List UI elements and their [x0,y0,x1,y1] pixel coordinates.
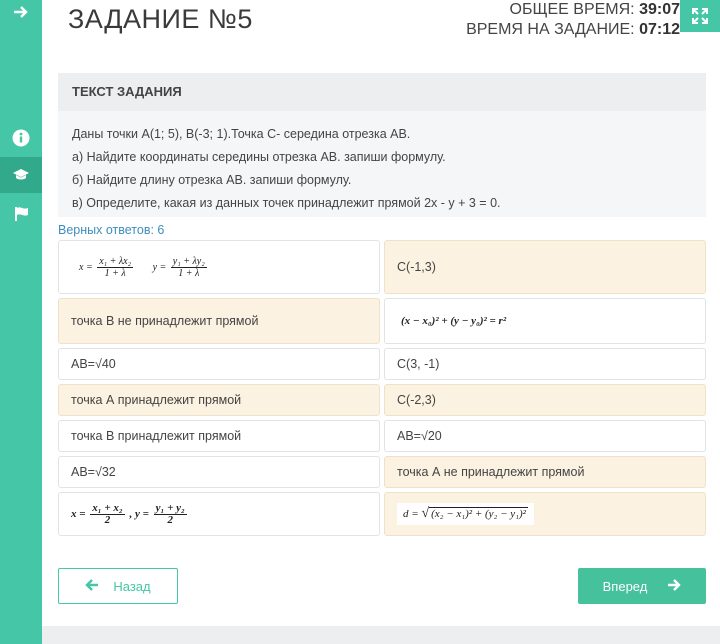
flag-icon[interactable] [0,196,42,232]
answer-option[interactable]: С(3, -1) [384,348,706,380]
task-line: Даны точки А(1; 5), В(-3; 1).Точка С- середина отрезка АВ. [72,127,411,141]
total-time: ОБЩЕЕ ВРЕМЯ: 39:07 [509,1,680,18]
back-label: Назад [113,578,151,594]
answer-option[interactable]: точка В не принадлежит прямой [58,298,380,344]
task-heading: ТЕКСТ ЗАДАНИЯ [58,73,706,111]
answer-option[interactable]: АВ=√32 [58,456,380,488]
answer-formula-circle[interactable] [384,298,706,344]
next-label: Вперед [602,578,648,594]
expand-button[interactable] [680,0,720,32]
arrow-right-icon [667,578,681,595]
answer-option[interactable]: АВ=√40 [58,348,380,380]
task-line: а) Найдите координаты середины отрезка АВ. запиши формулу. [72,150,446,164]
correct-answers-count: Верных ответов: 6 [58,223,165,237]
arrow-left-icon [85,578,99,595]
answer-option[interactable]: точка А принадлежит прямой [58,384,380,416]
bottom-strip [42,626,720,644]
sidebar [0,0,42,644]
formula-division-ratio: x = $\frac{\text{x₁ + λx₂}}{1 + \lambda}$ y = $\frac{\text{y₁ + λy₂}}{1 + \lambda}$ [79,255,205,279]
expand-icon [692,8,708,24]
formula-midpoint: x = $\frac{\text{x₁ + x₂}}{2}$ , y = $\frac{\text{y₁ + y₂}}{2}$ [71,501,185,526]
task-line: б) Найдите длину отрезка АВ. запиши формулу. [72,173,352,187]
formula-distance: d = √ (x₂ − x₁)² + (y₂ − y₁)² [397,503,534,525]
timers [466,0,680,40]
answer-formula-division-ratio[interactable] [58,240,380,294]
task-line: в) Определите, какая из данных точек принадлежит прямой 2х - у + 3 = 0. [72,196,501,210]
page-title: ЗАДАНИЕ №5 [68,4,253,34]
answer-option[interactable]: точка В принадлежит прямой [58,420,380,452]
graduation-cap-icon[interactable] [0,157,42,193]
next-button[interactable] [578,568,706,604]
info-icon[interactable] [0,120,42,156]
arrow-right-icon[interactable] [0,0,42,24]
task-panel [42,0,720,626]
back-button[interactable] [58,568,178,604]
answer-formula-midpoint[interactable] [58,492,380,536]
answer-option[interactable]: АВ=√20 [384,420,706,452]
answer-formula-distance[interactable] [384,492,706,536]
task-text-box [58,73,706,217]
answer-option[interactable]: С(-1,3) [384,240,706,294]
answer-option[interactable]: С(-2,3) [384,384,706,416]
answer-option[interactable]: точка А не принадлежит прямой [384,456,706,488]
task-time: ВРЕМЯ НА ЗАДАНИЕ: 07:12 [466,21,680,38]
formula-circle: (x − x₀)² + (y − y₀)² = r² [401,315,507,327]
